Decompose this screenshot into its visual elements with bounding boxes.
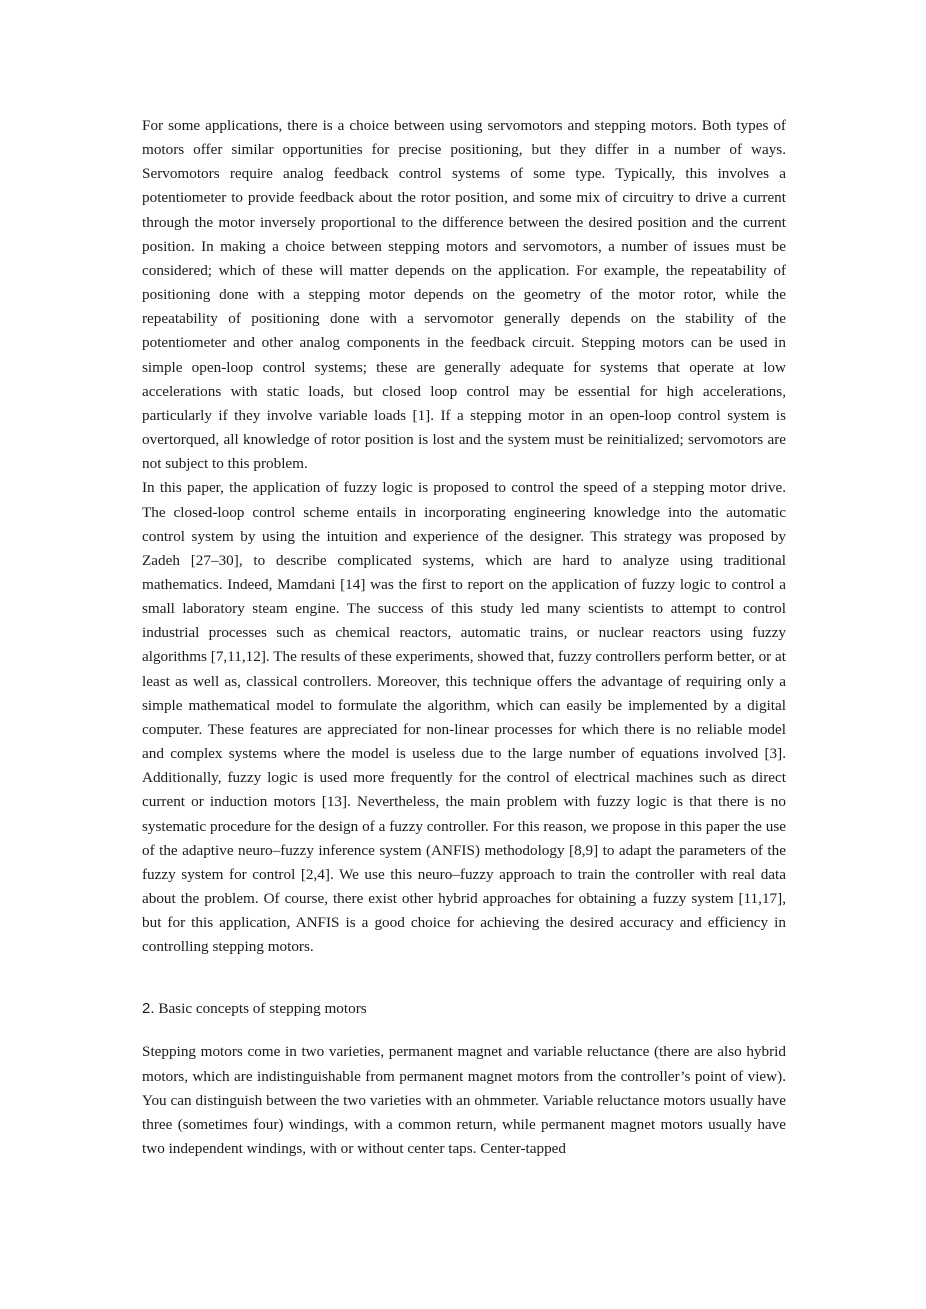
paragraph-servo-vs-stepping: For some applications, there is a choice between using servomotors and stepping motors. Both types of motors offer similar opportunities for precise positioning, but they differ in a number of ways. Servomotors require analog feedback control systems of some type. Typically, this involves a potentiometer to provide feedback about the rotor position, and some mix of circuitry to drive a current through the motor inversely proportional to the difference between the desired position and the current position. In making a choice between stepping motors and servomotors, a number of issues must be considered; which of these will matter depends on the application. For example, the repeatability of positioning done with a stepping motor depends on the geometry of the motor rotor, while the repeatability of positioning done with a servomotor generally depends on the stability of the potentiometer and other analog components in the feedback circuit. Stepping motors can be used in simple open-loop control systems; these are generally adequate for systems that operate at low accelerations with static loads, but closed loop control may be essential for high accelerations, particularly if they involve variable loads [1]. If a stepping motor in an open-loop control system is overtorqued, all knowledge of rotor position is lost and the system must be reinitialized; servomotors are not subject to this problem.	[142, 117, 786, 473]
paper-page	[142, 114, 786, 1161]
section-heading-basic-concepts	[142, 997, 786, 1021]
paragraph-fuzzy-logic-intro: In this paper, the application of fuzzy logic is proposed to control the speed of a stepping motor drive. The closed-loop control scheme entails in incorporating engineering knowledge into the automatic control system by using the intuition and experience of the designer. This strategy was proposed by Zadeh [27–30], to describe complicated systems, which are hard to analyze using traditional mathematics. Indeed, Mamdani [14] was the first to report on the application of fuzzy logic to control a small laboratory steam engine. The success of this study led many scientists to attempt to control industrial processes such as chemical reactors, automatic trains, or nuclear reactors using fuzzy algorithms [7,11,12]. The results of these experiments, showed that, fuzzy controllers perform better, or at least as well as, classical controllers. Moreover, this technique offers the advantage of requiring only a simple mathematical model to formulate the algorithm, which can easily be implemented by a digital computer. These features are appreciated for non-linear processes for which there is no reliable model and complex systems where the model is useless due to the large number of equations involved [3]. Additionally, fuzzy logic is used more frequently for the control of electrical machines such as direct current or induction motors [13]. Nevertheless, the main problem with fuzzy logic is that there is no systematic procedure for the design of a fuzzy controller. For this reason, we propose in this paper the use of the adaptive neuro–fuzzy inference system (ANFIS) methodology [8,9] to adapt the parameters of the fuzzy system for control [2,4]. We use this neuro–fuzzy approach to train the controller with real data about the problem. Of course, there exist other hybrid approaches for obtaining a fuzzy system [11,17], but for this application, ANFIS is a good choice for achieving the desired accuracy and efficiency in controlling stepping motors.	[142, 479, 786, 956]
section-title: Basic concepts of stepping motors	[158, 1000, 367, 1018]
section-number: 2.	[142, 1000, 155, 1018]
paragraph-stepping-motor-varieties: Stepping motors come in two varieties, permanent magnet and variable reluctance (there are also hybrid motors, which are indistinguishable from permanent magnet motors from the controller’s point of view). You can distinguish between the two varieties with an ohmmeter. Variable reluctance motors usually have three (sometimes four) windings, with a common return, while permanent magnet motors usually have two independent windings, with or without center taps. Center-tapped	[142, 1043, 786, 1158]
